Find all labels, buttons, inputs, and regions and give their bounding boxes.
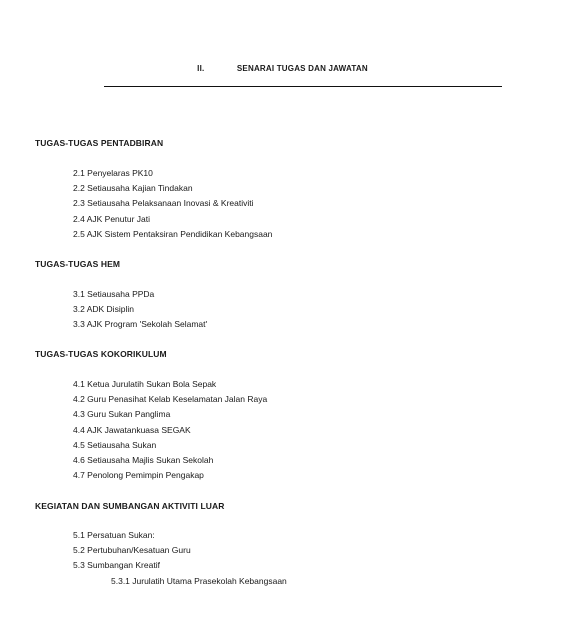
list-item: 4.7 Penolong Pemimpin Pengakap	[73, 470, 204, 481]
title-underline	[104, 86, 502, 87]
title-number: II.	[197, 64, 205, 73]
item-list	[35, 377, 555, 483]
list-item: 2.5 AJK Sistem Pentaksiran Pendidikan Kebangsaan	[73, 228, 273, 239]
title-text: SENARAI TUGAS DAN JAWATAN	[236, 64, 368, 73]
list-item: 4.5 Setiausaha Sukan	[73, 439, 157, 450]
list-item: 4.1 Ketua Jurulatih Sukan Bola Sepak	[73, 379, 217, 389]
item-list	[35, 287, 555, 333]
list-item: 4.6 Setiausaha Majlis Sukan Sekolah	[73, 455, 214, 466]
list-item: 5.3 Sumbangan Kreatif	[73, 560, 160, 571]
list-item: 3.2 ADK Disiplin	[73, 304, 134, 315]
section-kokorikulum	[35, 349, 555, 483]
item-list	[35, 528, 555, 589]
list-item: 3.3 AJK Program 'Sekolah Selamat'	[73, 319, 208, 330]
list-item: 5.1 Persatuan Sukan:	[73, 530, 155, 540]
section-hem	[35, 259, 555, 333]
sub-list-item: 5.3.1 Jurulatih Utama Prasekolah Kebangsaan	[111, 575, 287, 586]
section-heading: TUGAS-TUGAS HEM	[35, 259, 121, 269]
list-item: 2.1 Penyelaras PK10	[73, 168, 153, 178]
list-item: 2.3 Setiausaha Pelaksanaan Inovasi & Kreativiti	[73, 198, 254, 209]
list-item: 2.4 AJK Penutur Jati	[73, 213, 151, 224]
section-heading: TUGAS-TUGAS KOKORIKULUM	[35, 349, 167, 359]
item-list	[35, 166, 555, 242]
list-item: 5.2 Pertubuhan/Kesatuan Guru	[73, 545, 191, 556]
section-heading: KEGIATAN DAN SUMBANGAN AKTIVITI LUAR	[35, 501, 225, 511]
section-heading: TUGAS-TUGAS PENTADBIRAN	[35, 138, 164, 148]
list-item: 4.4 AJK Jawatankuasa SEGAK	[73, 424, 191, 435]
document-title	[0, 64, 565, 73]
list-item: 4.3 Guru Sukan Panglima	[73, 409, 171, 420]
list-item: 2.2 Setiausaha Kajian Tindakan	[73, 183, 193, 194]
section-kegiatan-luar	[35, 501, 555, 589]
list-item: 3.1 Setiausaha PPDa	[73, 289, 155, 299]
list-item: 4.2 Guru Penasihat Kelab Keselamatan Jalan Raya	[73, 394, 268, 405]
section-pentadbiran	[35, 138, 555, 242]
